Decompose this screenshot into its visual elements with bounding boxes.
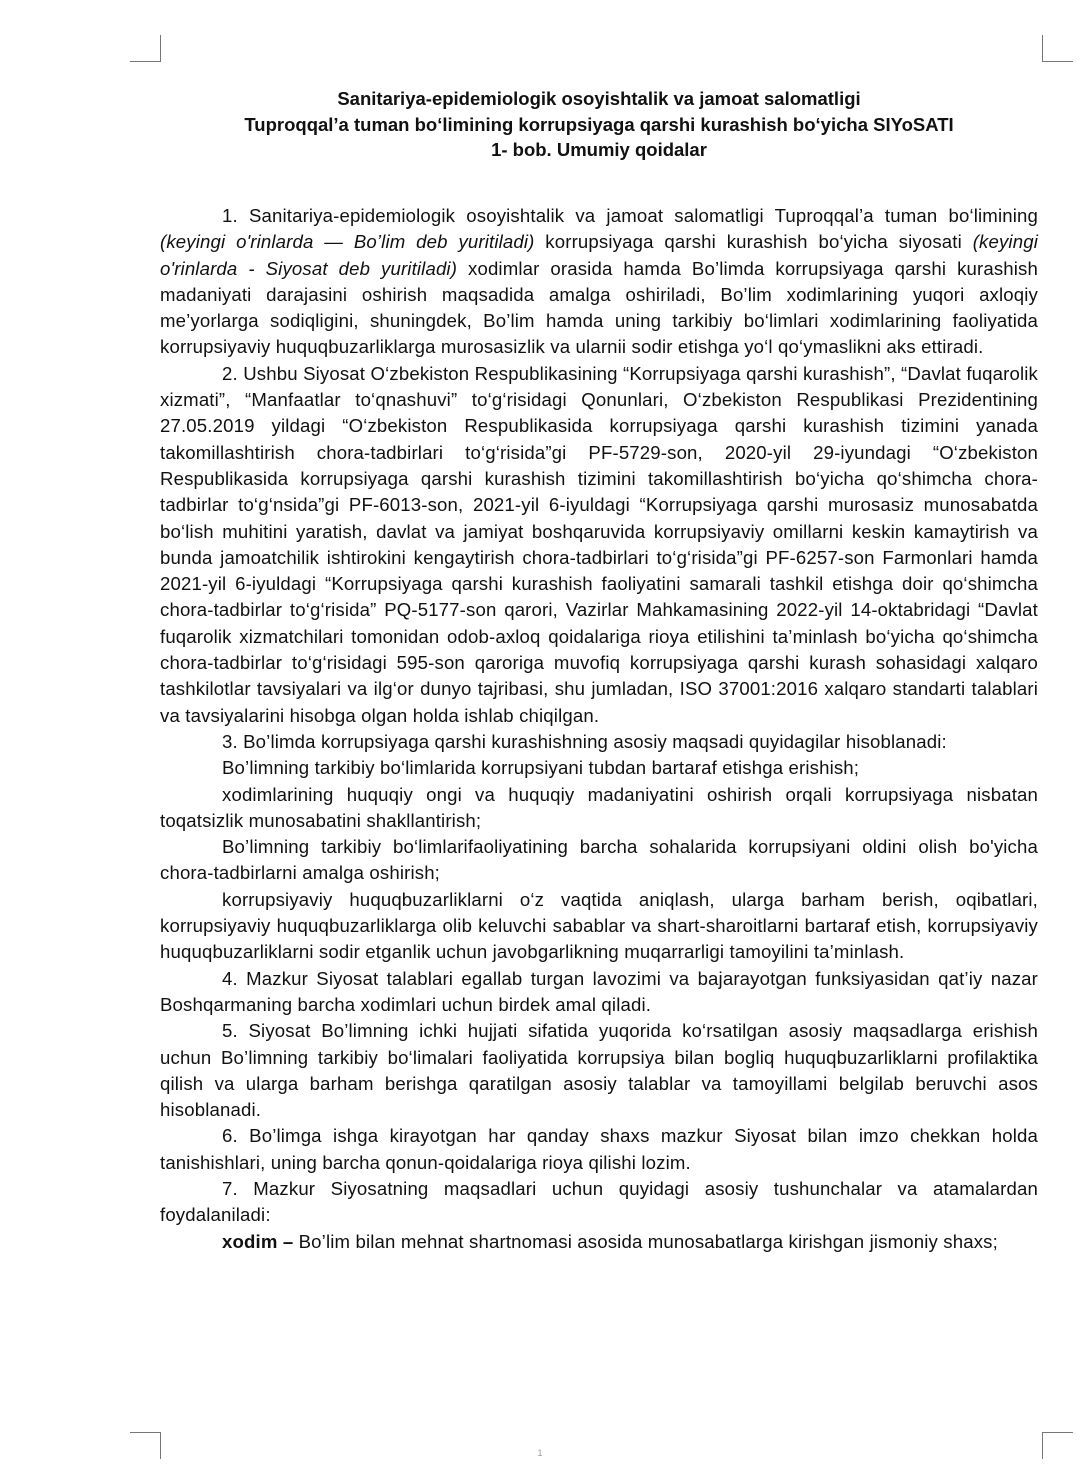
paragraph-1-italic-a: (keyingi o'rinlarda — Bo’lim deb yuritiladi) xyxy=(160,231,535,253)
paragraph-1-text-b: korrupsiyaga qarshi kurashish bo‘yicha siyosati xyxy=(534,231,973,253)
crop-mark-top-right xyxy=(1042,35,1073,62)
paragraph-3-item-4: korrupsiyaviy huquqbuzarliklarni o‘z vaqtida aniqlash, ularga barham berish, oqibatlari, korrupsiyaviy huquqbuzarliklarga olib keluvchi sabablar va shart-sharoitlarni bartaraf etish, korrupsiyaviy huquqbuzarliklarni sodir etganlik uchun javobgarlikning muqarrarligi tamoyilini ta’minlash. xyxy=(160,888,1038,963)
paragraph-1-italic-b: (keyingi o'rinlarda - Siyosat deb yuritiladi) xyxy=(160,231,1038,279)
definition-text: Bo’lim bilan mehnat shartnomasi asosida munosabatlarga kirishgan jismoniy shaxs; xyxy=(293,1230,998,1252)
definition-xodim xyxy=(160,1229,1038,1255)
paragraph-1 xyxy=(160,203,1038,361)
page-number: 1 xyxy=(537,1448,543,1458)
title-line-2: Tuproqqal’a tuman bo‘limining korrupsiyaga qarshi kurashish bo‘yicha SIYoSATI xyxy=(244,113,954,135)
paragraph-2: 2. Ushbu Siyosat O‘zbekiston Respublikasining “Korrupsiyaga qarshi kurashish”, “Davlat fuqarolik xizmati”, “Manfaatlar to‘qnashuvi” to‘g‘risidagi Qonunlari, O‘zbekiston Respublikasi Prezidentining 27.05.2019 yildagi “O‘zbekiston Respublikasida korrupsiyaga qarshi kurashish tizimini yanada takomillashtirish chora-tadbirlari to‘g‘risida”gi PF-5729-son, 2020-yil 29-iyundagi “O‘zbekiston Respublikasida korrupsiyaga qarshi kurashish tizimini takomillashtirish bo‘yicha qo‘shimcha chora-tadbirlar to‘g‘nsida”gi PF-6013-son, 2021-yil 6-iyuldagi “Korrupsiyaga qarshi murosasiz munosabatda bo‘lish muhitini yaratish, davlat va jamiyat boshqaruvida korrupsiyaviy omillarni keskin kamaytirish va bunda jamoatchilik ishtirokini kengaytirish chora-tadbirlari to‘g‘risida”gi PF-6257-son Farmonlari hamda 2021-yil 6-iyuldagi “Korrupsiyaga qarshi kurashish faoliyatini samarali tashkil etishga doir qo‘shimcha chora-tadbirlar to‘g‘risida” PQ-5177-son qarori, Vazirlar Mahkamasining 2022-yil 14-oktabridagi “Davlat fuqarolik xizmatchilari tomonidan odob-axloq qoidalariga rioya etilishini ta’minlash bo‘yicha qo‘shimcha chora-tadbirlar to‘g‘risidagi 595-son qaroriga muvofiq korrupsiyaga qarshi kurash sohasidagi xalqaro tashkilotlar tavsiyalari va ilg‘or dunyo tajribasi, shu jumladan, ISO 37001:2016 xalqaro standarti talablari va tavsiyalarini hisobga olgan holda ishlab chiqilgan. xyxy=(160,362,1038,726)
paragraph-6: 6. Bo’limga ishga kirayotgan har qanday shaxs mazkur Siyosat bilan imzo chekkan holda tanishishlari, uning barcha qonun-qoidalariga rioya qilishi lozim. xyxy=(160,1125,1038,1173)
paragraph-1-text-a: 1. Sanitariya-epidemiologik osoyishtalik va jamoat salomatligi Tuproqqal’a tuman bo‘limining xyxy=(222,205,1038,226)
paragraph-3-item-1: Bo’limning tarkibiy bo‘limlarida korrupsiyani tubdan bartaraf etishga erishish; xyxy=(222,757,860,779)
document-title xyxy=(160,86,1038,163)
paragraph-1-text-c: xodimlar orasida hamda Bo’limda korrupsiyaga qarshi kurashish madaniyati darajasini oshirish maqsadida amalga oshiriladi, Bo’lim xodimlarining yuqori axloqiy me’yorlarga sodiqligini, shuningdek, Bo’lim hamda uning tarkibiy bo‘limlari xodimlarining faoliyatida korrupsiyaviy huquqbuzarliklarga murosasizlik va ularnii sodir etishga yo‘l qo‘ymaslikni aks ettiradi. xyxy=(160,257,1038,358)
paragraph-5: 5. Siyosat Bo’limning ichki hujjati sifatida yuqorida ko‘rsatilgan asosiy maqsadlarga erishish uchun Bo’limning tarkibiy bo‘limalari faoliyatida korrupsiya bilan bogliq huquqbuzarliklarni profilaktika qilish va ularga barham berishga qaratilgan asosiy talablar va tamoyillami belgilab beruvchi asos hisoblanadi. xyxy=(160,1020,1038,1121)
document-body xyxy=(160,203,1038,1255)
paragraph-3-item-3: Bo’limning tarkibiy bo‘limlarifaoliyatining barcha sohalarida korrupsiyani oldini olish bo'yicha chora-tadbirlarni amalga oshirish; xyxy=(160,836,1038,884)
paragraph-3: 3. Bo’limda korrupsiyaga qarshi kurashishning asosiy maqsadi quyidagilar hisoblanadi: xyxy=(222,730,947,752)
paragraph-4: 4. Mazkur Siyosat talablari egallab turgan lavozimi va bajarayotgan funksiyasidan qat’iy nazar Boshqarmaning barcha xodimlari uchun birdek amal qiladi. xyxy=(160,967,1038,1015)
paragraph-3-item-2: xodimlarining huquqiy ongi va huquqiy madaniyatini oshirish orqali korrupsiyaga nisbatan toqatsizlik munosabatini shakllantirish; xyxy=(160,783,1038,831)
title-line-1: Sanitariya-epidemiologik osoyishtalik va jamoat salomatligi xyxy=(337,88,861,109)
title-line-3: 1- bob. Umumiy qoidalar xyxy=(491,139,707,160)
definition-term: xodim – xyxy=(222,1230,294,1252)
paragraph-7: 7. Mazkur Siyosatning maqsadlari uchun quyidagi asosiy tushunchalar va atamalardan foydalaniladi: xyxy=(160,1177,1038,1226)
crop-mark-top-left xyxy=(130,35,161,62)
